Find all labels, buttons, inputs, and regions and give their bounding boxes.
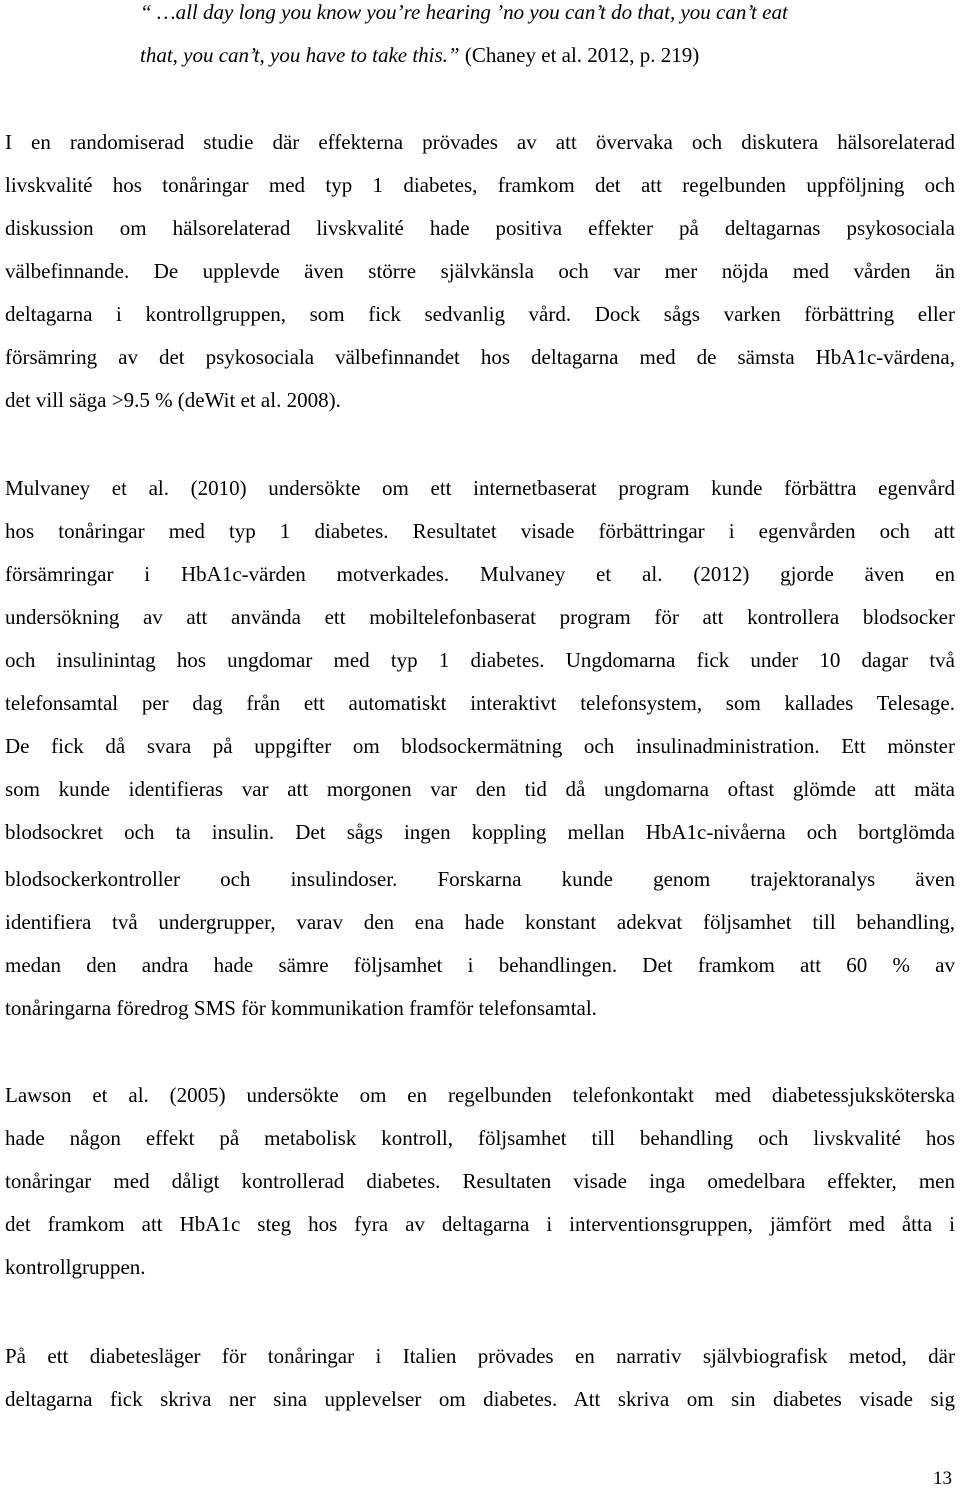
quote-text: that, you can’t, you have to take this.” [140, 43, 460, 67]
paragraph-1-line-3: diskussion om hälsorelaterad livskvalité hade positiva effekter på deltagarnas psykosociala [5, 216, 955, 240]
paragraph-2-line-5: och insulinintag hos ungdomar med typ 1 diabetes. Ungdomarna fick under 10 dagar två [5, 648, 955, 672]
paragraph-4-line-2: deltagarna fick skriva ner sina upplevelser om diabetes. Att skriva om sin diabetes visade sig [5, 1387, 955, 1411]
paragraph-2-line-10: blodsockerkontroller och insulindoser. Forskarna kunde genom trajektoranalys även [5, 867, 955, 891]
paragraph-3-line-3: tonåringar med dåligt kontrollerad diabetes. Resultaten visade inga omedelbara effekter, men [5, 1169, 955, 1193]
quote-line-2 [140, 43, 940, 67]
paragraph-1-line-4: välbefinnande. De upplevde även större självkänsla och var mer nöjda med vården än [5, 259, 955, 283]
paragraph-3-line-5: kontrollgruppen. [5, 1255, 146, 1279]
paragraph-1-line-1: I en randomiserad studie där effekterna prövades av att övervaka och diskutera hälsorelaterad [5, 130, 955, 154]
paragraph-2-line-2: hos tonåringar med typ 1 diabetes. Resultatet visade förbättringar i egenvården och att [5, 519, 955, 543]
paragraph-1-line-5: deltagarna i kontrollgruppen, som fick sedvanlig vård. Dock sågs varken förbättring eller [5, 302, 955, 326]
paragraph-2-line-11: identifiera två undergrupper, varav den ena hade konstant adekvat följsamhet till behandling, [5, 910, 955, 934]
quote-citation: (Chaney et al. 2012, p. 219) [464, 43, 700, 67]
paragraph-2-line-9: blodsockret och ta insulin. Det sågs ingen koppling mellan HbA1c-nivåerna och bortglömda [5, 820, 955, 844]
paragraph-3-line-4: det framkom att HbA1c steg hos fyra av deltagarna i interventionsgruppen, jämfört med åtta i [5, 1212, 955, 1236]
paragraph-2-line-7: De fick då svara på uppgifter om blodsockermätning och insulinadministration. Ett mönster [5, 734, 955, 758]
paragraph-3-line-2: hade någon effekt på metabolisk kontroll, följsamhet till behandling och livskvalité hos [5, 1126, 955, 1150]
paragraph-1-line-7: det vill säga >9.5 % (deWit et al. 2008). [5, 388, 341, 412]
paragraph-2-line-12: medan den andra hade sämre följsamhet i behandlingen. Det framkom att 60 % av [5, 953, 955, 977]
paragraph-2-line-13: tonåringarna föredrog SMS för kommunikation framför telefonsamtal. [5, 996, 597, 1020]
paragraph-2-line-8: som kunde identifieras var att morgonen var den tid då ungdomarna oftast glömde att mäta [5, 777, 955, 801]
quote-line-1: “ …all day long you know you’re hearing ’no you can’t do that, you can’t eat [140, 0, 788, 24]
paragraph-2-line-6: telefonsamtal per dag från ett automatiskt interaktivt telefonsystem, som kallades Telesage. [5, 691, 955, 715]
paragraph-1-line-2: livskvalité hos tonåringar med typ 1 diabetes, framkom det att regelbunden uppföljning och [5, 173, 955, 197]
paragraph-4-line-1: På ett diabetesläger för tonåringar i Italien prövades en narrativ självbiografisk metod, där [5, 1344, 955, 1368]
paragraph-2-line-3: försämringar i HbA1c-värden motverkades. Mulvaney et al. (2012) gjorde även en [5, 562, 955, 586]
paragraph-2-line-4: undersökning av att använda ett mobiltelefonbaserat program för att kontrollera blodsocker [5, 605, 955, 629]
paragraph-3-line-1: Lawson et al. (2005) undersökte om en regelbunden telefonkontakt med diabetessjuksköterska [5, 1083, 955, 1107]
paragraph-1-line-6: försämring av det psykosociala välbefinnandet hos deltagarna med de sämsta HbA1c-värdena, [5, 345, 955, 369]
paragraph-2-line-1: Mulvaney et al. (2010) undersökte om ett internetbaserat program kunde förbättra egenvård [5, 476, 955, 500]
page-number: 13 [933, 1468, 952, 1489]
